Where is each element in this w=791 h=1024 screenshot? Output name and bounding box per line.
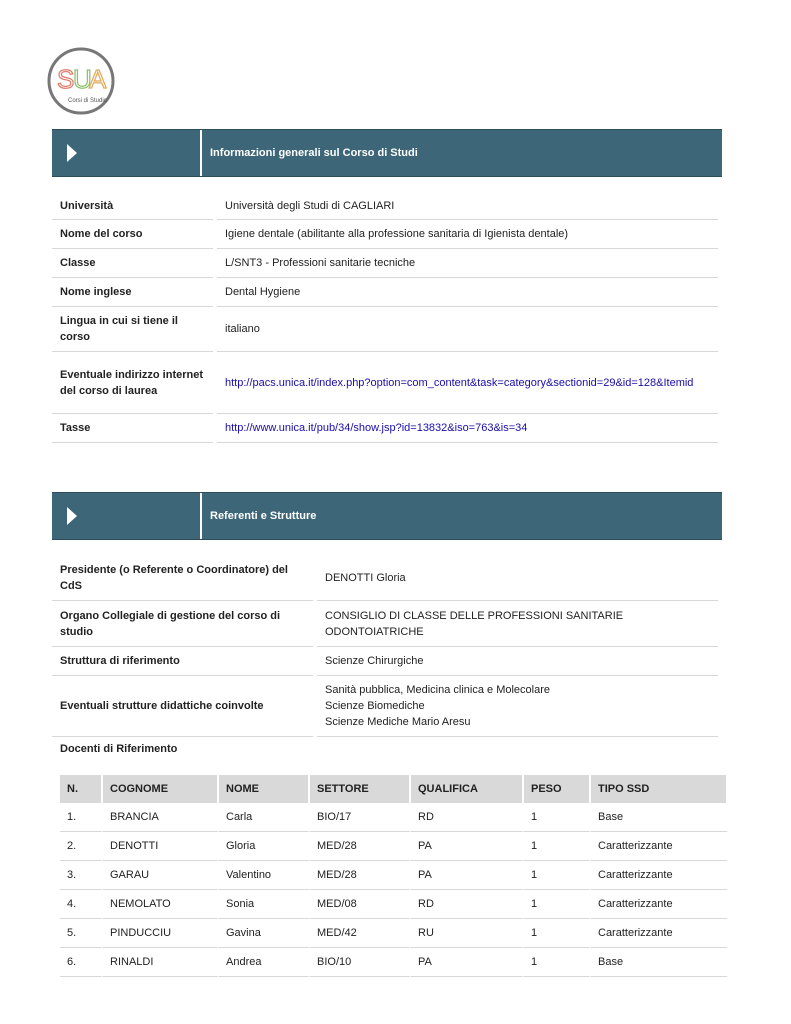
row-value: italiano	[217, 307, 718, 352]
cell-peso: 1	[524, 861, 591, 890]
info-row-indirizzo-internet	[52, 352, 718, 414]
row-value	[217, 352, 718, 414]
cell-qualifica: RD	[411, 890, 524, 919]
row-value: Igiene dentale (abilitante alla professione sanitaria di Igienista dentale)	[217, 220, 718, 249]
ref-row-strutture-coinvolte	[52, 676, 718, 737]
col-header-settore: SETTORE	[310, 775, 411, 803]
cell-qualifica: PA	[411, 861, 524, 890]
cell-nome: Carla	[219, 803, 310, 832]
row-value	[317, 676, 718, 737]
cell-cognome: NEMOLATO	[103, 890, 219, 919]
row-label: Struttura di riferimento	[52, 647, 313, 676]
section-header-referenti	[52, 492, 722, 540]
cell-tipo-ssd: Caratterizzante	[591, 919, 728, 948]
section-toggle[interactable]	[52, 493, 202, 539]
col-header-peso: PESO	[524, 775, 591, 803]
table-row	[60, 890, 728, 919]
row-value: L/SNT3 - Professioni sanitarie tecniche	[217, 249, 718, 278]
ref-row-struttura	[52, 647, 718, 676]
cell-n: 1.	[60, 803, 103, 832]
logo-letter-a: A	[89, 64, 107, 94]
cell-peso: 1	[524, 890, 591, 919]
info-row-lingua	[52, 307, 718, 352]
row-label: Nome inglese	[52, 278, 213, 307]
logo-letter-u: U	[73, 64, 92, 94]
struttura-coinvolta: Sanità pubblica, Medicina clinica e Molecolare	[325, 684, 551, 696]
info-row-nome-inglese	[52, 278, 718, 307]
cell-peso: 1	[524, 919, 591, 948]
row-label: Presidente (o Referente o Coordinatore) del CdS	[52, 556, 313, 601]
docenti-table	[60, 775, 728, 977]
struttura-coinvolta: Scienze Biomediche	[325, 700, 425, 712]
col-header-tipo-ssd: TIPO SSD	[591, 775, 728, 803]
row-label: Eventuali strutture didattiche coinvolte	[52, 676, 313, 737]
cell-cognome: PINDUCCIU	[103, 919, 219, 948]
section-title: Informazioni generali sul Corso di Studi	[210, 147, 418, 159]
info-generali-table	[52, 192, 718, 443]
table-row	[60, 919, 728, 948]
cell-cognome: DENOTTI	[103, 832, 219, 861]
cell-settore: MED/28	[310, 861, 411, 890]
ref-row-organo-collegiale	[52, 601, 718, 647]
cell-cognome: BRANCIA	[103, 803, 219, 832]
cell-settore: MED/08	[310, 890, 411, 919]
row-value: CONSIGLIO DI CLASSE DELLE PROFESSIONI SANITARIE ODONTOIATRICHE	[317, 601, 718, 647]
cell-cognome: GARAU	[103, 861, 219, 890]
table-row	[60, 832, 728, 861]
row-value: Scienze Chirurgiche	[317, 647, 718, 676]
row-label: Tasse	[52, 414, 213, 443]
cell-n: 5.	[60, 919, 103, 948]
table-row	[60, 803, 728, 832]
col-header-nome: NOME	[219, 775, 310, 803]
row-label: Classe	[52, 249, 213, 278]
cell-nome: Gloria	[219, 832, 310, 861]
cell-n: 3.	[60, 861, 103, 890]
info-row-tasse	[52, 414, 718, 443]
docenti-header-row	[60, 775, 728, 803]
row-value	[217, 414, 718, 443]
info-row-nome-corso	[52, 220, 718, 249]
cell-settore: MED/28	[310, 832, 411, 861]
col-header-qualifica: QUALIFICA	[411, 775, 524, 803]
cell-tipo-ssd: Caratterizzante	[591, 832, 728, 861]
cell-nome: Sonia	[219, 890, 310, 919]
cell-n: 4.	[60, 890, 103, 919]
docenti-heading: Docenti di Riferimento	[60, 743, 178, 755]
logo-letter-s: S	[57, 64, 75, 94]
cell-tipo-ssd: Caratterizzante	[591, 861, 728, 890]
cell-tipo-ssd: Caratterizzante	[591, 890, 728, 919]
cell-settore: BIO/10	[310, 948, 411, 977]
cell-tipo-ssd: Base	[591, 948, 728, 977]
cell-nome: Andrea	[219, 948, 310, 977]
section-title: Referenti e Strutture	[210, 510, 317, 522]
play-arrow-icon	[66, 142, 78, 164]
section-header-info-generali	[52, 129, 722, 177]
cell-cognome: RINALDI	[103, 948, 219, 977]
row-label: Eventuale indirizzo internet del corso di laurea	[52, 352, 213, 414]
table-row	[60, 948, 728, 977]
referenti-table	[52, 556, 718, 737]
cell-peso: 1	[524, 948, 591, 977]
cell-peso: 1	[524, 832, 591, 861]
cell-nome: Valentino	[219, 861, 310, 890]
ref-row-presidente	[52, 556, 718, 601]
cell-nome: Gavina	[219, 919, 310, 948]
col-header-cognome: COGNOME	[103, 775, 219, 803]
cell-qualifica: PA	[411, 948, 524, 977]
cell-n: 2.	[60, 832, 103, 861]
col-header-n: N.	[60, 775, 103, 803]
cell-n: 6.	[60, 948, 103, 977]
info-row-classe	[52, 249, 718, 278]
table-row	[60, 861, 728, 890]
cell-settore: MED/42	[310, 919, 411, 948]
row-value: Dental Hygiene	[217, 278, 718, 307]
row-value: Università degli Studi di CAGLIARI	[217, 192, 718, 220]
section-toggle[interactable]	[52, 130, 202, 176]
info-row-universita	[52, 192, 718, 220]
cell-peso: 1	[524, 803, 591, 832]
row-label: Lingua in cui si tiene il corso	[52, 307, 213, 352]
cell-qualifica: RD	[411, 803, 524, 832]
row-label: Organo Collegiale di gestione del corso di studio	[52, 601, 313, 647]
cell-tipo-ssd: Base	[591, 803, 728, 832]
cell-qualifica: PA	[411, 832, 524, 861]
play-arrow-icon	[66, 505, 78, 527]
row-label: Nome del corso	[52, 220, 213, 249]
cell-settore: BIO/17	[310, 803, 411, 832]
row-label: Università	[52, 192, 213, 220]
row-value: DENOTTI Gloria	[317, 556, 718, 601]
struttura-coinvolta: Scienze Mediche Mario Aresu	[325, 716, 471, 728]
cell-qualifica: RU	[411, 919, 524, 948]
tasse-url-link[interactable]: http://www.unica.it/pub/34/show.jsp?id=13832&iso=763&is=34	[225, 422, 528, 434]
logo-subtext: Corsi di Studio	[68, 98, 108, 104]
sua-logo	[46, 46, 116, 116]
course-url-link[interactable]: http://pacs.unica.it/index.php?option=com_content&task=category&sectionid=29&id=128&Itemid	[225, 376, 694, 389]
